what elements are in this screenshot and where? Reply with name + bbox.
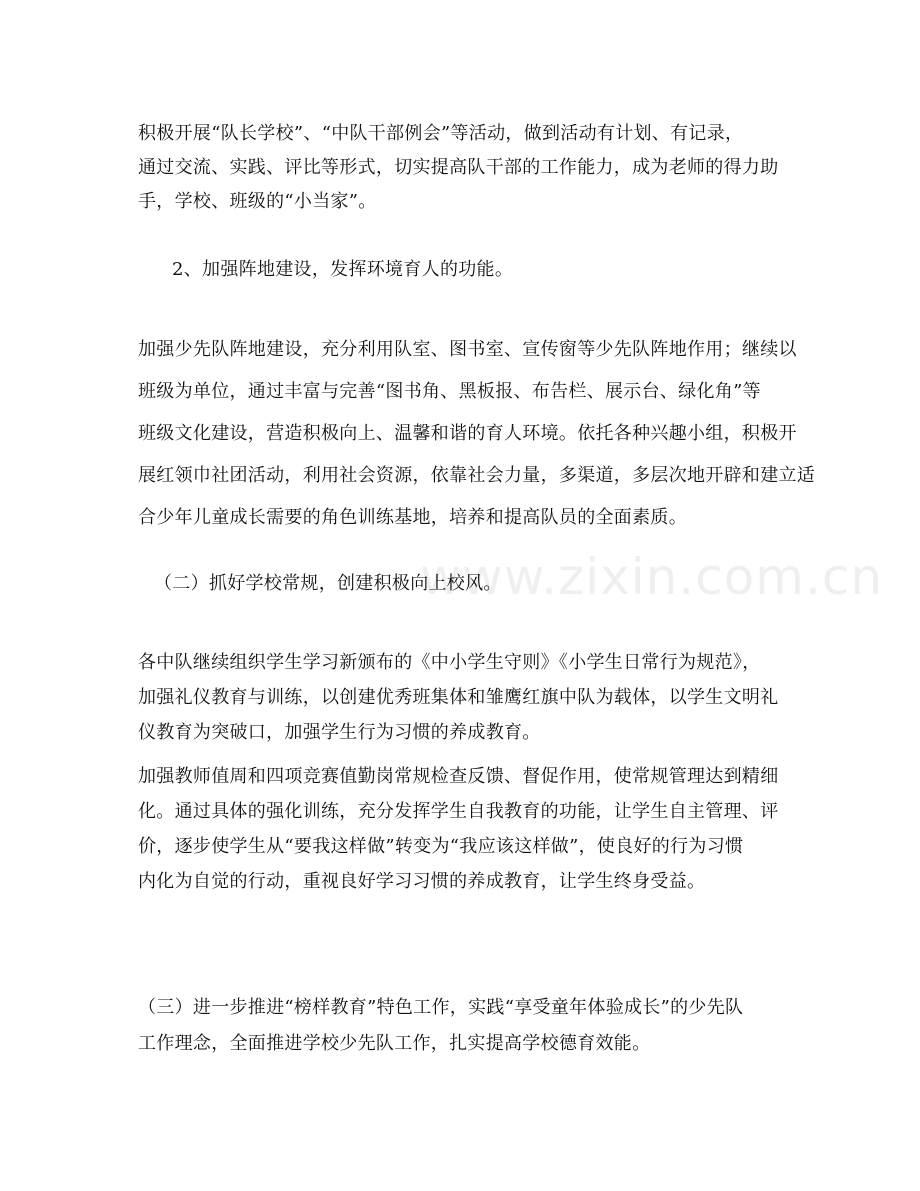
text-line: 合少年儿童成长需要的角色训练基地，培养和提高队员的全面素质。: [138, 506, 687, 528]
text-line: 加强教师值周和四项竞赛值勤岗常规检查反馈、督促作用，使常规管理达到精细: [138, 766, 779, 787]
text-line: 工作理念，全面推进学校少先队工作，扎实提高学校德育效能。: [138, 1033, 651, 1054]
section-heading-school-routine: [154, 567, 804, 601]
text-line: 班级文化建设，营造积极向上、温馨和谐的育人环境。依托各种兴趣小组，积极开: [138, 422, 797, 444]
paragraph-student-code: [138, 645, 788, 750]
text-line: 价，逐步使学生从“要我这样做”转变为“我应该这样做”，使良好的行为习惯: [138, 836, 744, 858]
text-line: 加强少先队阵地建设，充分利用队室、图书室、宣传窗等少先队阵地作用；继续以: [138, 339, 797, 360]
text-line: 仪教育为突破口，加强学生行为习惯的养成教育。: [138, 722, 541, 744]
text-line: 内化为自觉的行动，重视良好学习习惯的养成教育，让学生终身受益。: [138, 871, 706, 893]
text-line: 积极开展“队长学校”、“中队干部例会”等活动，做到活动有计划、有记录，: [138, 123, 744, 144]
watermark: www.zixin.com.cn: [420, 548, 884, 606]
text-line: 2、加强阵地建设，发挥环境育人的功能。: [172, 259, 514, 280]
text-line: （二）抓好学校常规，创建积极向上校风。: [154, 573, 502, 594]
paragraph-position-building: [138, 329, 816, 539]
text-line: （三）进一步推进“榜样教育”特色工作，实践“享受童年体验成长”的少先队: [138, 997, 744, 1018]
paragraph-routine-management: [138, 759, 788, 899]
text-line: 手，学校、班级的“小当家”。: [138, 191, 377, 213]
section-heading-position-building: [172, 253, 822, 287]
text-line: 展红领巾社团活动，利用社会资源，依靠社会力量，多渠道，多层次地开辟和建立适: [138, 464, 816, 486]
section-heading-role-model-education: [138, 990, 788, 1062]
text-line: 各中队继续组织学生学习新颁布的《中小学生守则》《小学生日常行为规范》，: [138, 652, 761, 673]
text-line: 班级为单位，通过丰富与完善“图书角、黑板报、布告栏、展示台、绿化角”等: [138, 380, 761, 402]
text-line: 化。通过具体的强化训练，充分发挥学生自我教育的功能，让学生自主管理、评: [138, 801, 779, 823]
text-line: 通过交流、实践、评比等形式，切实提高队干部的工作能力，成为老师的得力助: [138, 157, 779, 179]
text-line: 加强礼仪教育与训练，以创建优秀班集体和雏鹰红旗中队为载体，以学生文明礼: [138, 687, 779, 709]
paragraph-team-leader-training: [138, 117, 788, 220]
